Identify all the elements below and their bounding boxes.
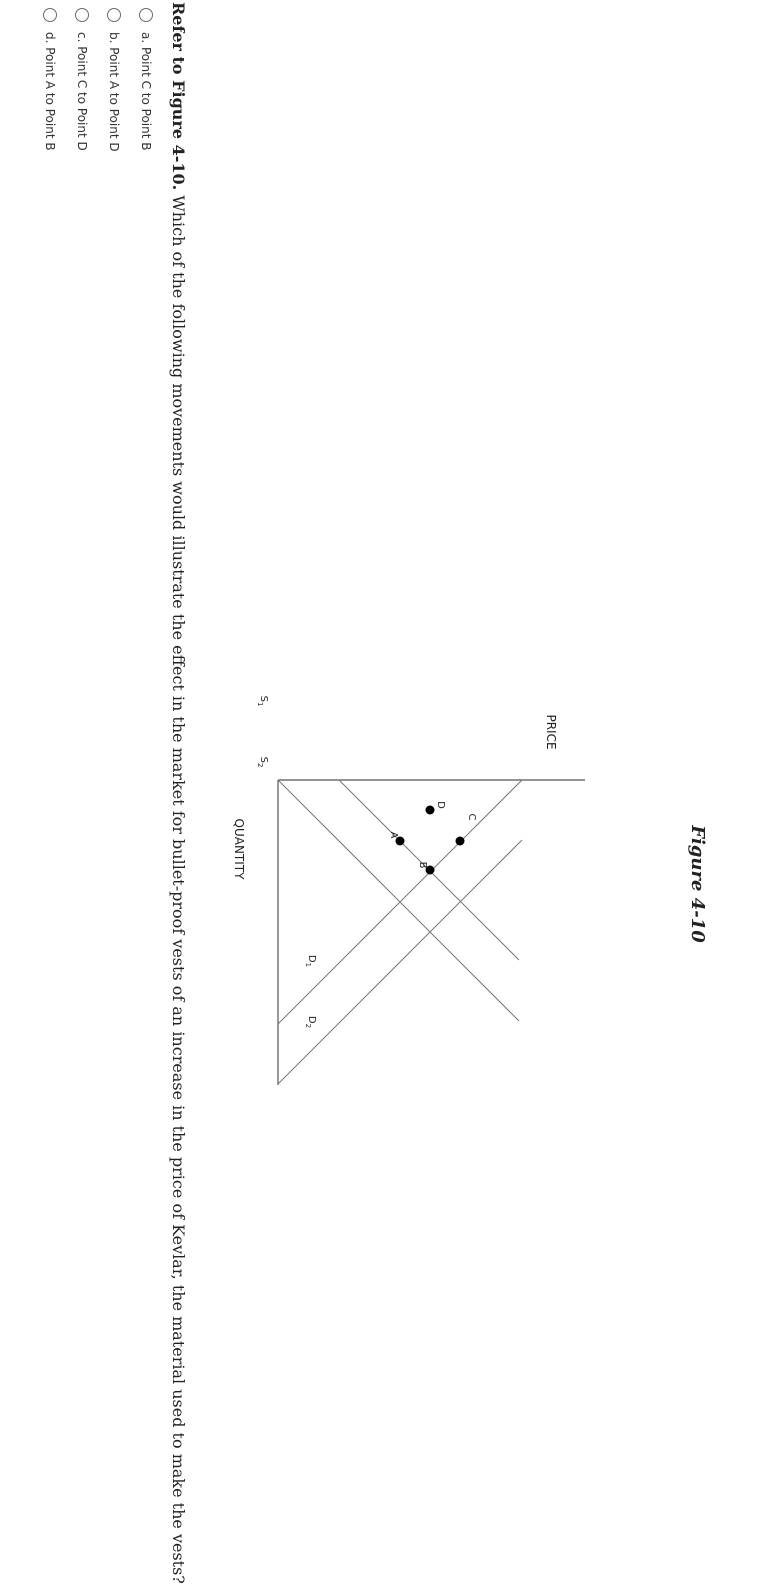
radio-button-icon[interactable] [43,8,57,22]
option-label: d. Point A to Point B [43,32,57,151]
demand-curve-d2 [278,780,519,1021]
curve-label-s1: $S_1$ [256,695,269,707]
supply-demand-graph [232,560,722,1140]
curve-label-s2: $S_2$ [256,756,269,768]
point-c-dot [456,837,465,846]
question-figure-reference: Refer to Figure 4-10. [169,2,188,191]
radio-button-icon[interactable] [107,8,121,22]
option-label: c. Point C to Point D [75,32,89,151]
option-label: b. Point A to Point D [107,32,121,152]
radio-button-icon[interactable] [75,8,89,22]
option-c[interactable] [66,8,98,408]
figure-title: Figure 4-10 [687,825,708,943]
point-a-label: A [388,831,399,839]
figure-4-10 [232,560,722,1140]
point-c-label: C [466,813,477,821]
option-b[interactable] [98,8,130,408]
curve-label-d2: $D_2$ [304,1015,317,1029]
point-b-label: B [417,861,428,869]
question-body: Which of the following movements would illustrate the effect in the market for bullet-proof vests of an increase in the price of Kevlar, the material used to make the vests? [169,190,188,1584]
radio-button-icon[interactable] [139,8,153,22]
point-d-dot [426,806,435,815]
x-axis-label: QUANTITY [232,818,246,880]
question-text [169,2,188,1584]
y-axis-label: PRICE [544,714,558,750]
curve-label-d1: $D_1$ [304,954,317,968]
option-label: a. Point C to Point B [139,32,153,151]
point-d-label: D [435,801,446,809]
option-d[interactable] [34,8,66,408]
answer-options [34,8,162,408]
option-a[interactable] [130,8,162,408]
